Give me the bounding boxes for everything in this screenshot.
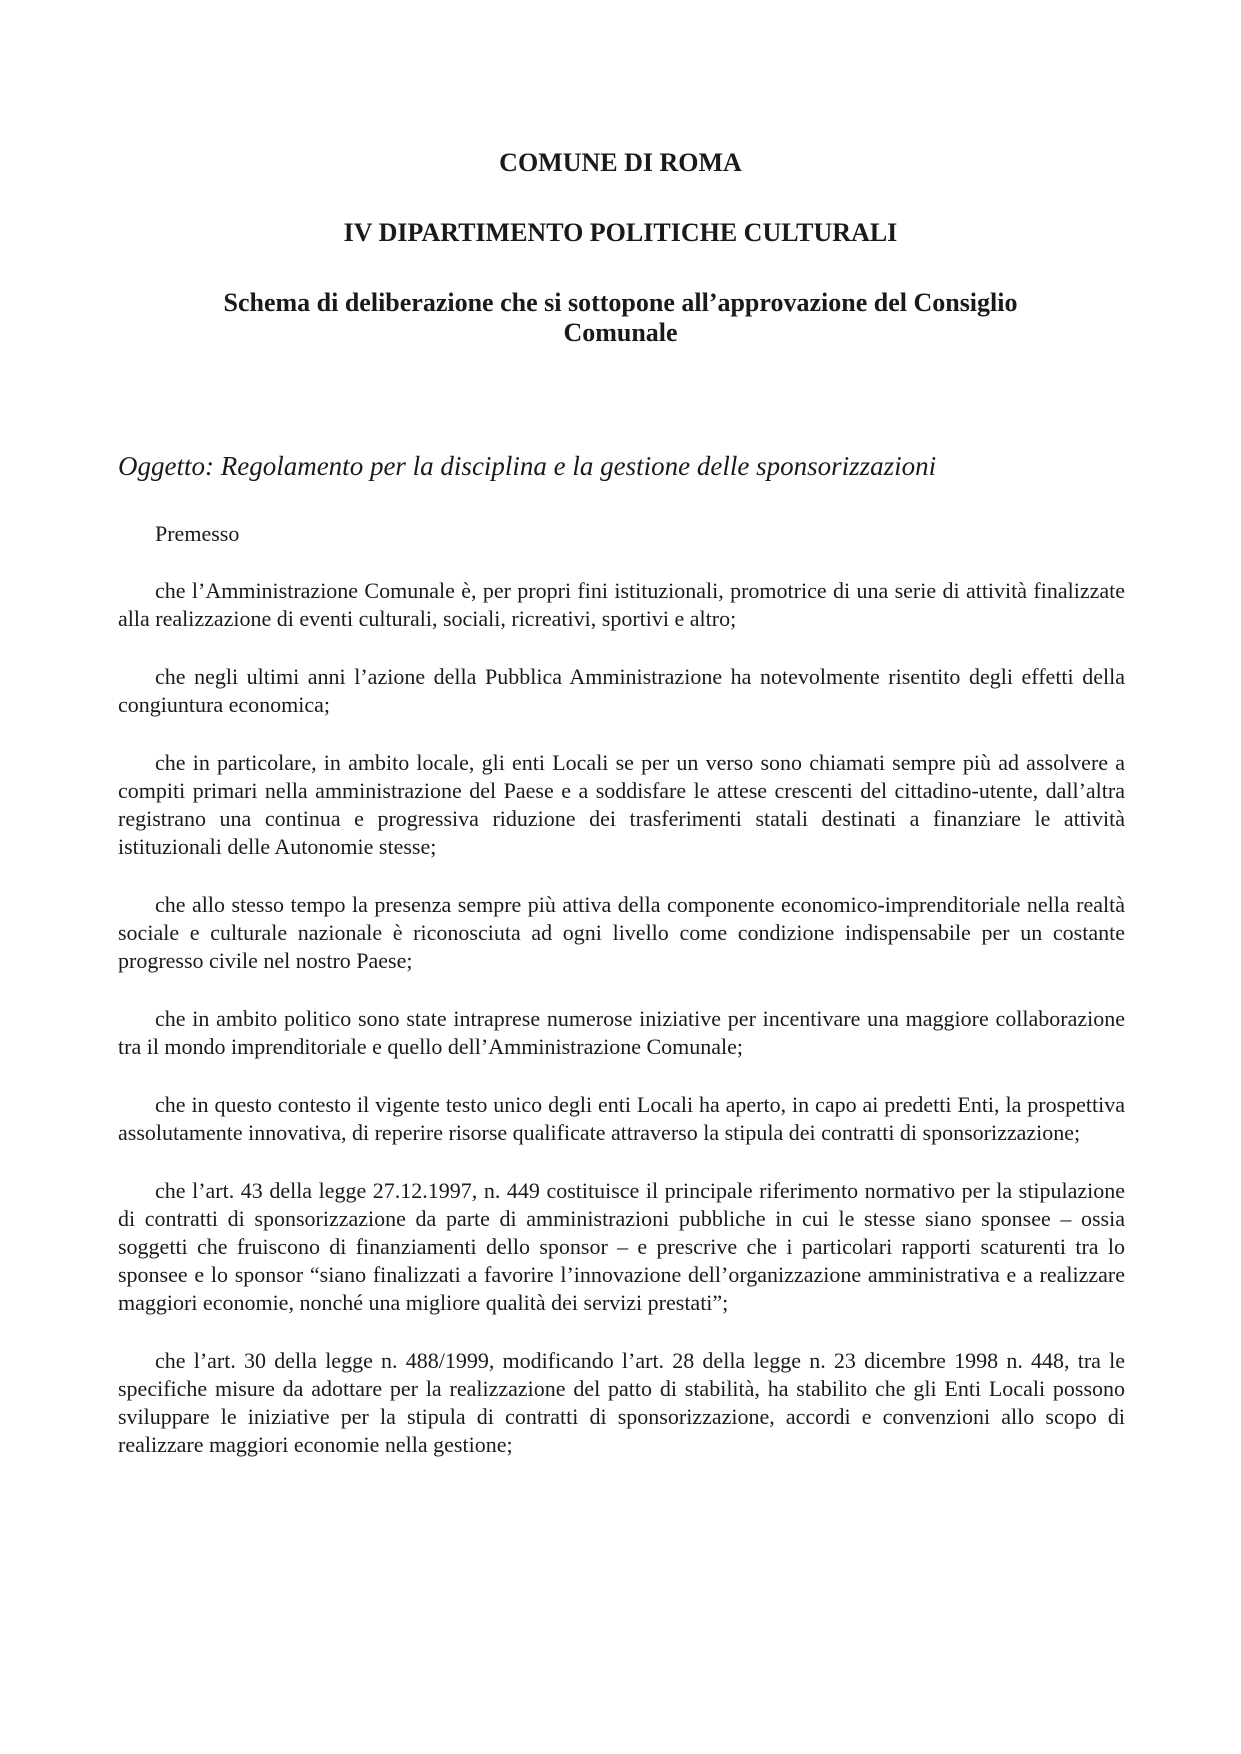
paragraph: che l’art. 30 della legge n. 488/1999, modificando l’art. 28 della legge n. 23 dicembre 1998 n. 448, tra le specifiche misure da adottare per la realizzazione del patto di stabilità, ha stabilito che gli Enti Locali possono sviluppare le iniziative per la stipula di contratti di sponsorizzazione, accordi e convenzioni allo scopo di realizzare maggiori economie nella gestione;: [118, 1348, 1125, 1457]
paragraph: che l’Amministrazione Comunale è, per propri fini istituzionali, promotrice di una serie di attività finalizzate alla realizzazione di eventi culturali, sociali, ricreativi, sportivi e altro;: [118, 578, 1125, 631]
department-title: IV DIPARTIMENTO POLITICHE CULTURALI: [343, 218, 898, 247]
paragraph: che in ambito politico sono state intraprese numerose iniziative per incentivare una maggiore collaborazione tra il mondo imprenditoriale e quello dell’Amministrazione Comunale;: [118, 1006, 1125, 1059]
paragraph: che allo stesso tempo la presenza sempre più attiva della componente economico-imprenditoriale nella realtà sociale e culturale nazionale è riconosciuta ad ogni livello come condizione indispensabile per un costante progresso civile nel nostro Paese;: [118, 892, 1125, 973]
deliberation-title: Schema di deliberazione che si sottopone all’approvazione del Consiglio Comunale: [223, 288, 1018, 347]
paragraph: che in questo contesto il vigente testo unico degli enti Locali ha aperto, in capo ai predetti Enti, la prospettiva assolutamente innovativa, di reperire risorse qualificate attraverso la stipula dei contratti di sponsorizzazione;: [118, 1092, 1125, 1145]
paragraph: che negli ultimi anni l’azione della Pubblica Amministrazione ha notevolmente risentito degli effetti della congiuntura economica;: [118, 664, 1125, 717]
document-body: [118, 520, 1125, 1489]
premesso-label: Premesso: [155, 521, 240, 546]
subject-line: Oggetto: Regolamento per la disciplina e la gestione delle sponsorizzazioni: [118, 451, 937, 481]
municipality-title: COMUNE DI ROMA: [499, 148, 742, 177]
paragraph: che in particolare, in ambito locale, gli enti Locali se per un verso sono chiamati sempre più ad assolvere a compiti primari nella amministrazione del Paese e a soddisfare le attese crescenti del cittadino-utente, dall’altra registrano una continua e progressiva riduzione dei trasferimenti statali destinati a finanziare le attività istituzionali delle Autonomie stesse;: [118, 750, 1125, 859]
paragraph: che l’art. 43 della legge 27.12.1997, n. 449 costituisce il principale riferimento normativo per la stipulazione di contratti di sponsorizzazione da parte di amministrazioni pubbliche in cui le stesse siano sponsee – ossia soggetti che fruiscono di finanziamenti dello sponsor – e prescrive che i particolari rapporti scaturenti tra lo sponsee e lo sponsor “siano finalizzati a favorire l’innovazione dell’organizzazione amministrativa e a realizzare maggiori economie, nonché una migliore qualità dei servizi prestati”;: [118, 1178, 1125, 1315]
